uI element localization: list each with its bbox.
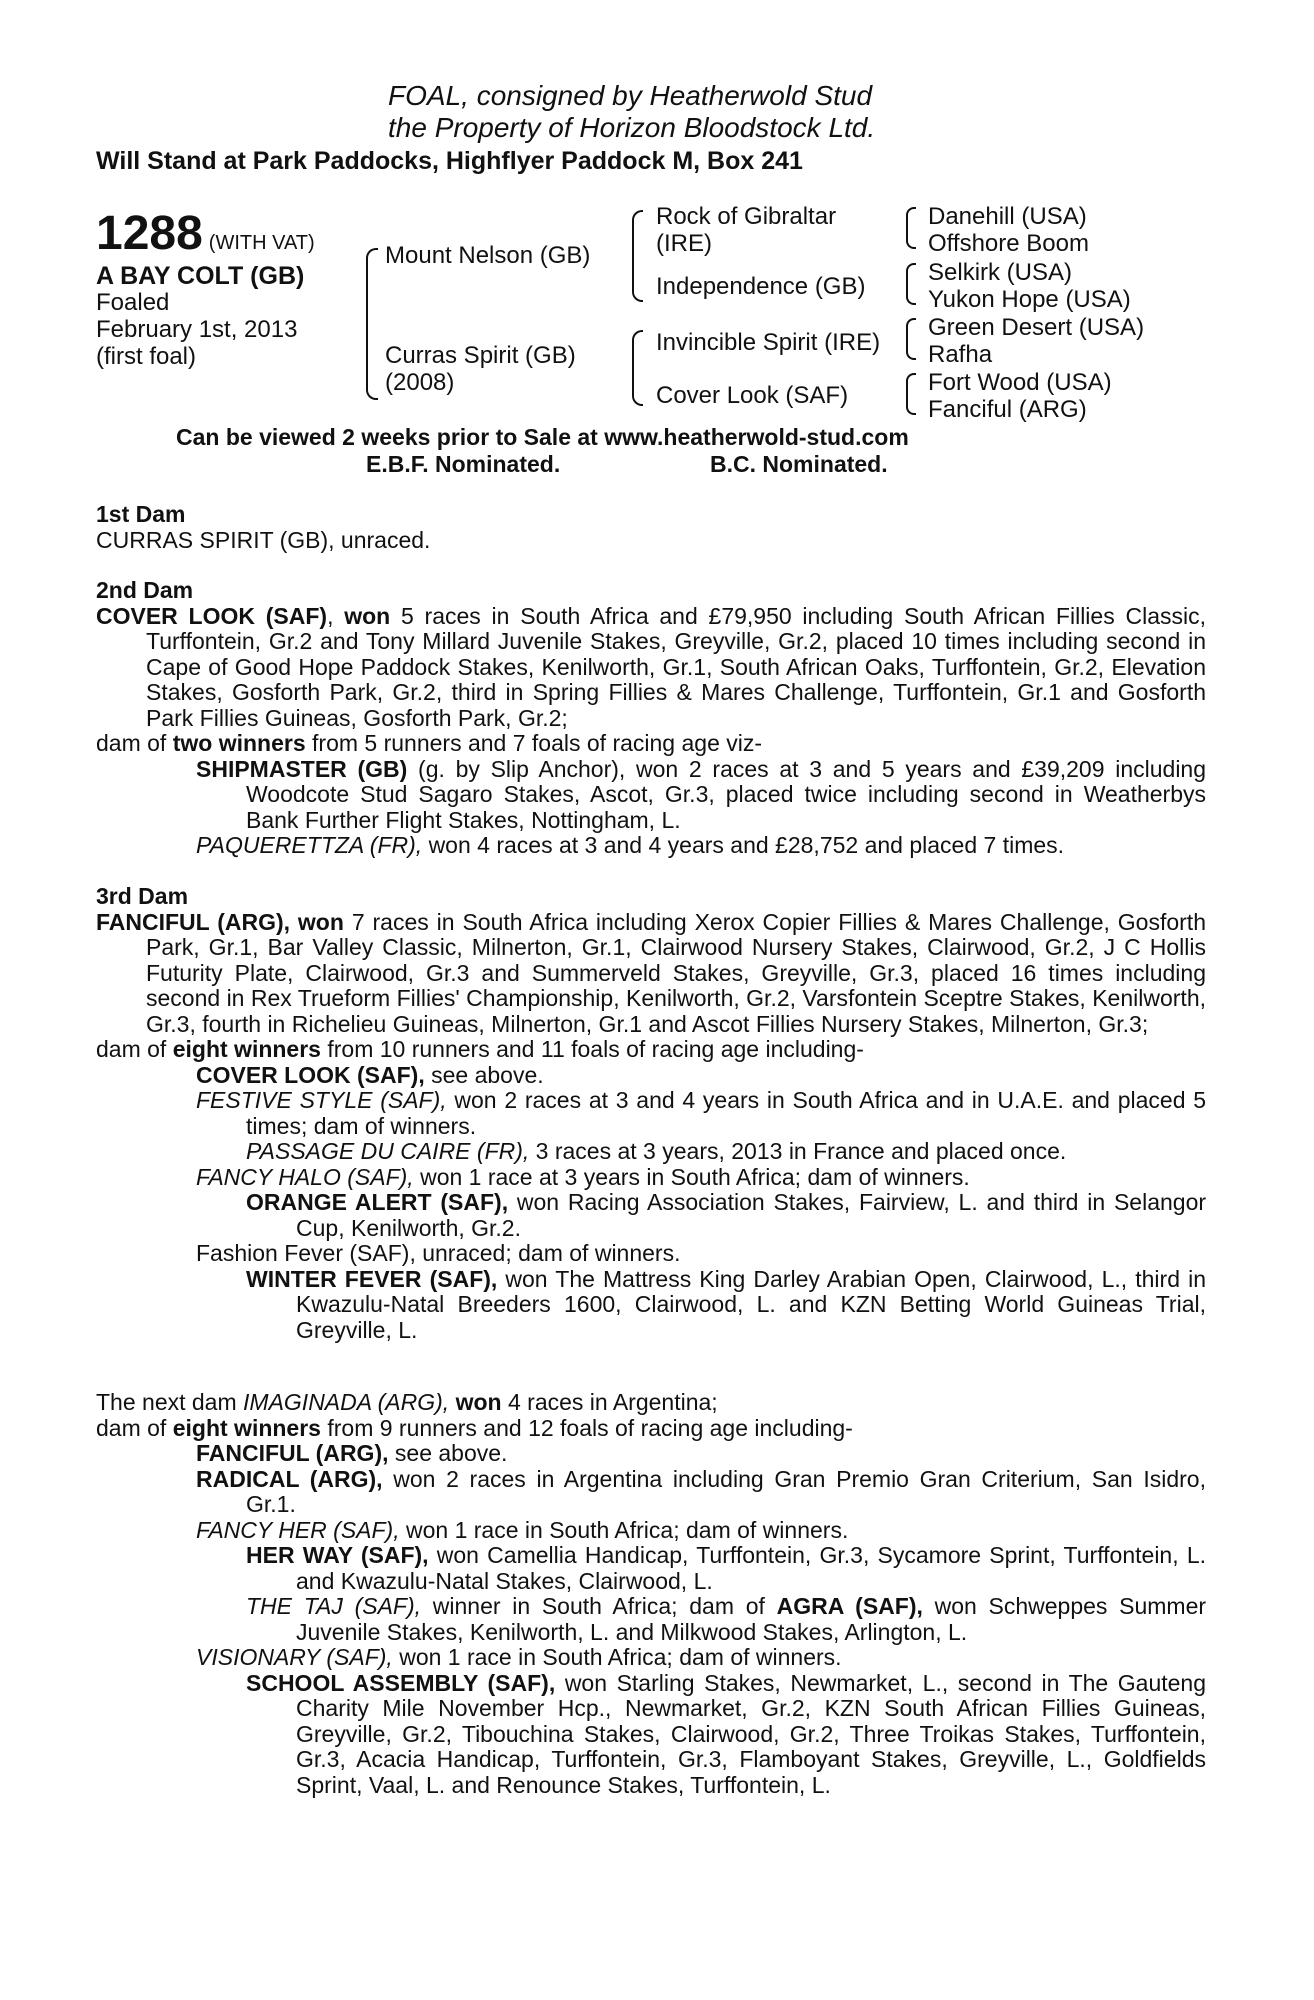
- produce-text: won Schweppes Summer Juvenile Stakes, Kenilworth, L. and Milkwood Stakes, Arlington, L.: [296, 1593, 1207, 1645]
- third-dam-won: won: [297, 908, 344, 935]
- second-dam-record: COVER LOOK (SAF), won 5 races in South Africa and £79,950 including South African Fillies Classic, Turffontein, Gr.2 and Tony Millard Juvenile Stakes, Greyville, Gr.2, placed 10 times including second in Cape of Good Hope Paddock Stakes, Kenilworth, Gr.1, South African Oaks, Turffontein, Gr.2, Elevation Stakes, Gosforth Park, Gr.2, third in Spring Fillies & Mares Challenge, Turffontein, Gr.1 and Gosforth Park Fillies Guineas, Gosforth Park, Gr.2;: [96, 602, 1206, 731]
- next-dam-label: The next dam: [96, 1389, 237, 1415]
- produce-entry: [96, 1645, 1206, 1671]
- produce-text: won Starling Stakes, Newmarket, L., second in The Gauteng Charity Mile November Hcp., Newmarket, Gr.2, KZN South African Fillies Guineas, Greyville, Gr.2, Tibouchina Stakes, Clairwood, Gr.2, Three Troikas Stakes, Turffontein, Gr.3, Acacia Handicap, Turffontein, Gr.3, Flamboyant Stakes, Greyville, L., Goldfields Sprint, Vaal, L. and Renounce Stakes, Turffontein, L.: [296, 1669, 1207, 1798]
- produce-entry: [96, 1267, 1206, 1344]
- produce-name: HER WAY (SAF),: [246, 1542, 429, 1568]
- pedigree-brace-sire: [632, 210, 643, 302]
- produce-text: see above.: [431, 1061, 544, 1088]
- produce-text: won 2 races in Argentina including Gran Premio Gran Criterium, San Isidro, Gr.1.: [246, 1465, 1206, 1517]
- pedigree-brace-ds: [906, 318, 916, 360]
- sires-sire-origin: (IRE): [656, 230, 712, 257]
- pedigree-brace-sd: [906, 263, 916, 305]
- produce-name: RADICAL (ARG),: [196, 1465, 383, 1492]
- produce-entry: [96, 1671, 1206, 1799]
- dam-of-label: dam of: [96, 1414, 167, 1441]
- third-dam-name: FANCIFUL (ARG),: [96, 908, 291, 935]
- produce-entry: Fashion Fever (SAF), unraced; dam of winners.: [196, 1240, 681, 1266]
- gen3-dds: Fort Wood (USA): [928, 369, 1112, 396]
- third-dam-section: [96, 884, 1206, 1343]
- pedigree-brace-main: [366, 248, 378, 400]
- colt-title: A BAY COLT (GB): [96, 262, 305, 290]
- owner-line: the Property of Horizon Bloodstock Ltd.: [388, 112, 876, 143]
- produce-name: PASSAGE DU CAIRE (FR),: [246, 1138, 530, 1164]
- next-dam-produce-summary: [96, 1416, 1206, 1442]
- third-dam-record: [96, 910, 1206, 1038]
- produce-name: SCHOOL ASSEMBLY (SAF),: [246, 1669, 556, 1696]
- gen3-dsd: Rafha: [928, 341, 993, 368]
- produce-entry: [96, 833, 1206, 859]
- gen3-dss: Green Desert (USA): [928, 314, 1145, 341]
- produce-entry: [96, 1063, 1206, 1089]
- produce-text: see above.: [394, 1440, 508, 1466]
- produce-name: FANCY HALO (SAF),: [196, 1163, 414, 1190]
- bc-note: B.C. Nominated.: [710, 451, 888, 477]
- produce-text: (g. by Slip Anchor), won 2 races at 3 and 5 years and £39,209 including Woodcote Stud Sagaro Stakes, Ascot, Gr.3, placed twice including second in Weatherbys Bank Further Flight Stakes, Nottingham, L.: [246, 755, 1207, 833]
- produce-entry: [96, 1543, 1206, 1594]
- first-dam-text: CURRAS SPIRIT (GB), unraced.: [96, 526, 431, 553]
- second-dam-produce-summary: [96, 731, 1206, 757]
- second-dam-record-text: 5 races in South Africa and £79,950 including South African Fillies Classic, Turffontein, Gr.2 and Tony Millard Juvenile Stakes, Greyville, Gr.2, placed 10 times including second in Cape of Good Hope Paddock Stakes, Kenilworth, Gr.1, South African Oaks, Turffontein, Gr.2, Elevation Stakes, Gosforth Park, Gr.2, third in Spring Fillies & Mares Challenge, Turffontein, Gr.1 and Gosforth Park Fillies Guineas, Gosforth Park, Gr.2;: [146, 602, 1206, 731]
- produce-name: COVER LOOK (SAF),: [196, 1061, 425, 1088]
- next-dam-record-text: 4 races in Argentina;: [507, 1389, 718, 1415]
- viewing-note: Can be viewed 2 weeks prior to Sale at www.heatherwold-stud.com: [176, 424, 909, 450]
- produce-entry: [96, 1190, 1206, 1241]
- produce-entry: [96, 1088, 1206, 1139]
- foaled-label: Foaled: [96, 289, 170, 316]
- produce-text: won 4 races at 3 and 4 years and £28,752 and placed 7 times.: [428, 832, 1065, 858]
- dam-of-label: dam of: [96, 730, 167, 756]
- produce-name: FANCY HER (SAF),: [196, 1516, 400, 1543]
- produce-name: WINTER FEVER (SAF),: [246, 1265, 498, 1292]
- consignor-line: FOAL, consigned by Heatherwold Stud: [388, 80, 873, 111]
- produce-text: won 1 race at 3 years in South Africa; dam of winners.: [420, 1163, 970, 1190]
- produce-entry: [96, 1441, 1206, 1467]
- produce-entry: [96, 1467, 1206, 1518]
- pedigree-brace-ss: [906, 207, 916, 249]
- lot-number: 1288: [96, 207, 203, 260]
- foal-note: (first foal): [96, 343, 197, 370]
- gen3-sss: Danehill (USA): [928, 203, 1087, 230]
- gen3-ssd: Offshore Boom: [928, 230, 1089, 257]
- runners-summary: from 5 runners and 7 foals of racing age viz-: [312, 730, 763, 756]
- sires-sire-name: Rock of Gibraltar: [656, 203, 837, 230]
- dam-name: Curras Spirit (GB): [385, 342, 576, 369]
- produce-name: AGRA (SAF),: [776, 1593, 923, 1619]
- winners-count: two winners: [172, 730, 306, 756]
- first-dam-heading: 1st Dam: [96, 501, 186, 527]
- next-dam-won: won: [455, 1389, 502, 1415]
- produce-text: won 1 race in South Africa; dam of winners.: [399, 1644, 842, 1670]
- vat-note: (WITH VAT): [208, 232, 315, 254]
- gen3-sdd: Yukon Hope (USA): [928, 286, 1131, 313]
- first-dam-section: [96, 502, 1206, 553]
- produce-entry: [96, 757, 1206, 834]
- stand-location: Will Stand at Park Paddocks, Highflyer Paddock M, Box 241: [96, 147, 803, 175]
- produce-name: ORANGE ALERT (SAF),: [246, 1189, 509, 1215]
- runners-summary: from 9 runners and 12 foals of racing age including-: [327, 1414, 853, 1441]
- gen3-ddd: Fanciful (ARG): [928, 396, 1087, 423]
- produce-name: VISIONARY (SAF),: [196, 1644, 393, 1670]
- produce-name: FESTIVE STYLE (SAF),: [196, 1087, 447, 1113]
- produce-text: 3 races at 3 years, 2013 in France and placed once.: [535, 1138, 1067, 1164]
- dams-sire-name: Invincible Spirit (IRE): [656, 329, 881, 356]
- produce-text: won 1 race in South Africa; dam of winners.: [406, 1516, 849, 1543]
- produce-name: FANCIFUL (ARG),: [196, 1440, 389, 1466]
- produce-name: PAQUERETTZA (FR),: [196, 832, 423, 858]
- second-dam-name: COVER LOOK (SAF): [96, 602, 328, 629]
- lot-number-block: [96, 206, 315, 261]
- winners-count: eight winners: [172, 1036, 321, 1062]
- winners-count: eight winners: [172, 1414, 321, 1441]
- pedigree-brace-dam: [632, 330, 643, 406]
- dam-year: (2008): [385, 369, 455, 396]
- third-dam-record-text: 7 races in South Africa including Xerox Copier Fillies & Mares Challenge, Gosforth Park, Gr.1, Bar Valley Classic, Milnerton, Gr.1, Clairwood Nursery Stakes, Clairwood, Gr.2, J C Hollis Futurity Plate, Clairwood, Gr.3 and Summerveld Stakes, Greyville, Gr.3, placed 16 times including second in Rex Trueform Fillies' Championship, Kenilworth, Gr.2, Varsfontein Sceptre Stakes, Kenilworth, Gr.3, fourth in Richelieu Guineas, Milnerton, Gr.1 and Ascot Fillies Nursery Stakes, Milnerton, Gr.3;: [146, 908, 1206, 1037]
- produce-entry: [96, 1165, 1206, 1191]
- dams-dam-name: Cover Look (SAF): [656, 382, 849, 409]
- ebf-note: E.B.F. Nominated.: [366, 451, 561, 477]
- foaled-date: February 1st, 2013: [96, 316, 298, 343]
- produce-text: won Camellia Handicap, Turffontein, Gr.3, Sycamore Sprint, Turffontein, L. and Kwazulu-Natal Stakes, Clairwood, L.: [296, 1542, 1206, 1594]
- third-dam-produce-summary: [96, 1037, 1206, 1063]
- produce-entry: [96, 1518, 1206, 1544]
- second-dam-heading: 2nd Dam: [96, 577, 194, 603]
- sire-name: Mount Nelson (GB): [385, 242, 591, 269]
- produce-entry: [96, 1139, 1206, 1165]
- next-dam-section: [96, 1390, 1206, 1798]
- runners-summary: from 10 runners and 11 foals of racing age including-: [327, 1036, 864, 1062]
- second-dam-won: won: [344, 602, 391, 629]
- next-dam-record: [96, 1390, 1206, 1416]
- produce-text: won The Mattress King Darley Arabian Open, Clairwood, L., third in Kwazulu-Natal Breeders 1600, Clairwood, L. and KZN Betting World Guineas Trial, Greyville, L.: [296, 1265, 1206, 1343]
- produce-text: winner in South Africa; dam of: [432, 1593, 765, 1619]
- next-dam-name: IMAGINADA (ARG),: [243, 1389, 450, 1415]
- pedigree-brace-dd: [906, 373, 916, 415]
- sires-dam-name: Independence (GB): [656, 273, 866, 300]
- produce-name: THE TAJ (SAF),: [246, 1593, 422, 1619]
- second-dam-section: [96, 578, 1206, 859]
- dam-of-label: dam of: [96, 1036, 167, 1062]
- produce-text: won 2 races at 3 and 4 years in South Africa and in U.A.E. and placed 5 times; dam of winners.: [246, 1087, 1207, 1139]
- third-dam-heading: 3rd Dam: [96, 883, 189, 909]
- consignor-block: [388, 80, 875, 144]
- gen3-sds: Selkirk (USA): [928, 259, 1073, 286]
- produce-name: SHIPMASTER (GB): [196, 755, 408, 782]
- produce-entry: [96, 1594, 1206, 1645]
- produce-text: won Racing Association Stakes, Fairview, L. and third in Selangor Cup, Kenilworth, Gr.2.: [296, 1189, 1207, 1241]
